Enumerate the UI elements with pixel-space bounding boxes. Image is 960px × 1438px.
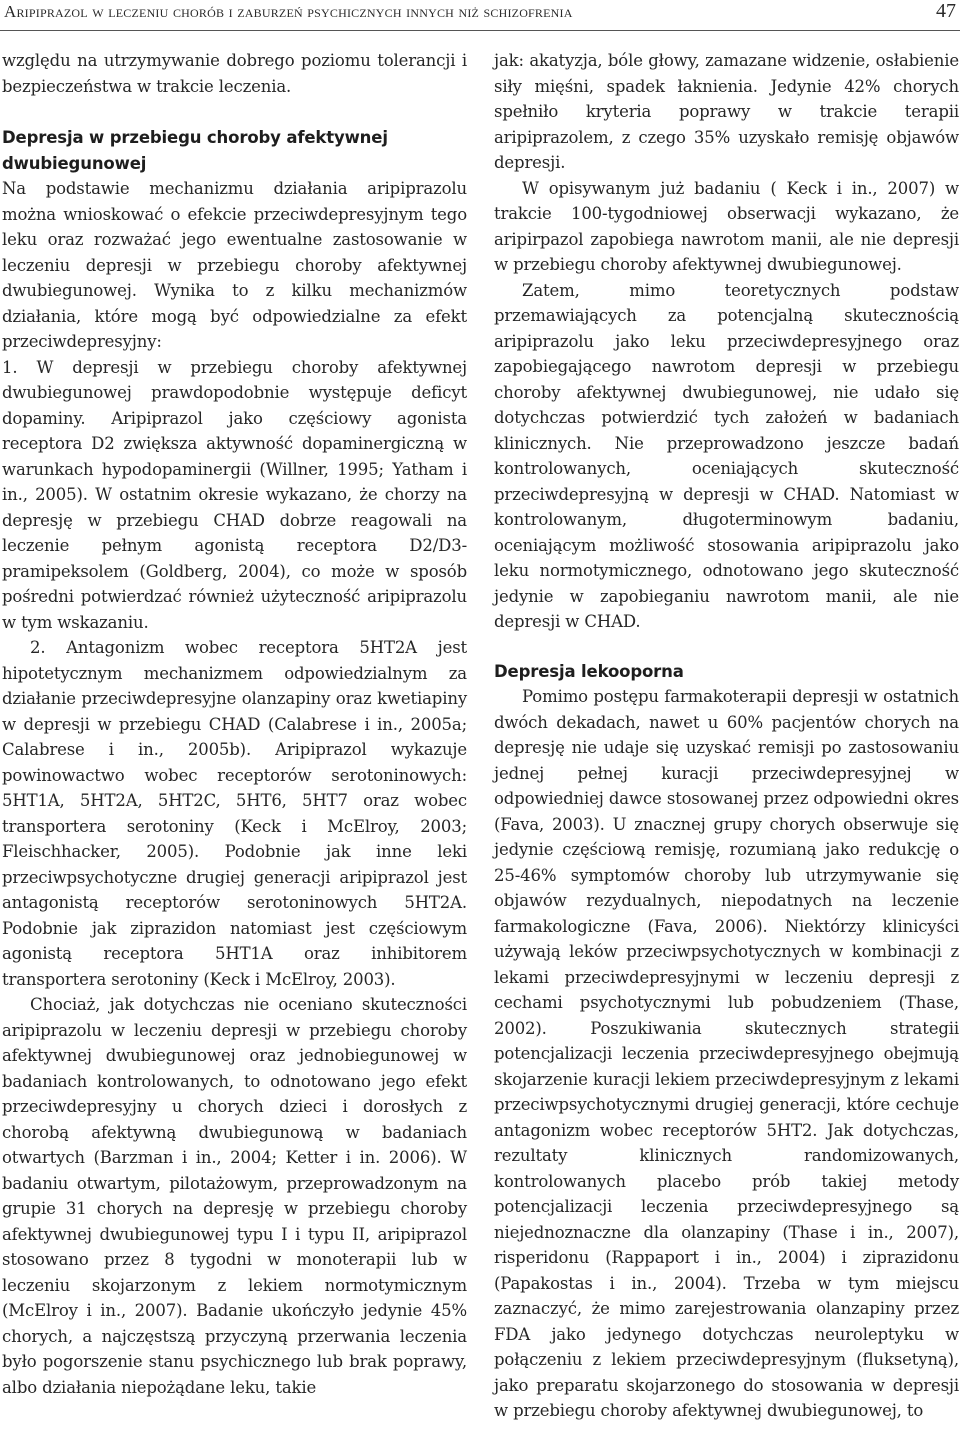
paragraph: Na podstawie mechanizmu działania aripiprazolu można wnioskować o efekcie przeciwdepresyjnym tego leku oraz rozważać jego ewentualne zastosowanie w leczeniu depresji w przebiegu choroby afektywnej dwubiegunowej. Wynika to z kilku mechanizmów działania, które mogą być odpowiedzialne za efekt przeciwdepresyjny:	[2, 179, 467, 351]
paragraph-mechanism-1: 1. W depresji w przebiegu choroby afektywnej dwubiegunowej prawdopodobnie występuje deficyt dopaminy. Aripiprazol jako częściowy agonista receptora D2 zwiększa aktywność dopaminergiczną w warunkach hypodopaminergii (Willner, 1995; Yatham i in., 2005). W ostatnim okresie wykazano, że chorzy na depresję w przebiegu CHAD dobrze reagowali na leczenie pełnym agonistą receptora D2/D3- pramipeksolem (Goldberg, 2004), co może w sposób pośredni potwierdzać również użyteczność aripiprazolu w tym wskazaniu.	[2, 357, 467, 632]
left-column	[2, 48, 467, 1400]
paragraph: W opisywanym już badaniu ( Keck i in., 2007) w trakcie 100-tygodniowej obserwacji wykazano, że aripirpazol zapobiega nawrotom manii, ale nie depresji w przebiegu choroby afektywnej dwubiegunowej.	[494, 178, 959, 274]
running-header-title: Aripiprazol w leczeniu chorób i zaburzeń psychicznych innych niż schizofrenia	[4, 2, 573, 21]
header-rule	[0, 30, 960, 31]
paragraph: Pomimo postępu farmakoterapii depresji w ostatnich dwóch dekadach, nawet u 60% pacjentów chorych na depresję nie udaje się uzyskać remisji po zastosowaniu jednej pełnej kuracji przeciwdepresyjnej w odpowiedniej dawce stosowanej przez odpowiedni okres (Fava, 2003). U znacznej grupy chorych obserwuje się jedynie częściową remisję, rozumianą jako redukcję o 25-46% symptomów choroby lub utrzymywanie się objawów rezydualnych, niepodatnych na leczenie farmakologiczne (Fava, 2006). Niektórzy klinicyści używają leków przeciwpsychotycznych w kombinacji z lekami przeciwdepresyjnymi w leczeniu depresji z cechami psychotycznymi lub pobudzeniem (Thase, 2002). Poszukiwania skutecznych strategii potencjalizacji leczenia przeciwdepresyjnego obejmują skojarzenie kuracji lekiem przeciwdepresyjnym z lekami przeciwpsychotycznymi drugiej generacji, które cechuje antagonizm wobec receptorów 5HT2. Jak dotychczas, rezultaty klinicznych randomizowanych, kontrolowanych placebo prób takiej metody potencjalizacji leczenia przeciwdepresyjnego są niejednoznaczne dla olanzapiny (Thase i in., 2007), risperidonu (Rappaport i in., 2004) i ziprazidonu (Papakostas i in., 2004). Trzeba w tym miejscu zaznaczyć, że mimo zarejestrowania olanzapiny przez FDA jako jedynego dotychczas neuroleptyku w połączeniu z lekiem przeciwdepresyjnym (fluksetyną), jako preparatu skojarzonego do stosowania w depresji w przebiegu choroby afektywnej dwubiegunowej, to	[494, 687, 959, 1420]
section-heading-bipolar-depression: Depresja w przebiegu choroby afektywnej dwubiegunowej	[2, 128, 388, 173]
paragraph-intro: względu na utrzymywanie dobrego poziomu tolerancji i bezpieczeństwa w trakcie leczenia.	[2, 51, 467, 96]
paragraph-mechanism-2: 2. Antagonizm wobec receptora 5HT2A jest hipotetycznym mechanizmem odpowiedzialnym za działanie przeciwdepresyjne olanzapiny oraz kwetiapiny w depresji w przebiegu CHAD (Calabrese i in., 2005a; Calabrese i in., 2005b). Aripiprazol wykazuje powinowactwo wobec receptorów serotoninowych: 5HT1A, 5HT2A, 5HT2C, 5HT6, 5HT7 oraz wobec transportera serotoniny (Keck i McElroy, 2003; Fleischhacker, 2005). Podobnie jak inne leki przeciwpsychotyczne drugiej generacji aripiprazol jest antagonistą receptorów serotoninowych 5HT2A. Podobnie jak ziprazidon natomiast jest częściowym agonistą receptora 5HT1A oraz inhibitorem transportera serotoniny (Keck i McElroy, 2003).	[2, 638, 467, 989]
right-column	[494, 48, 959, 1424]
running-header	[4, 2, 956, 28]
paragraph: Zatem, mimo teoretycznych podstaw przemawiających za potencjalną skutecznością aripiprazolu jako leku przeciwdepresyjnego oraz zapobiegającego nawrotom depresji w przebiegu choroby afektywnej dwubiegunowej, nie udało się dotychczas potwierdzić tych założeń w badaniach klinicznych. Nie przeprowadzono jeszcze badań kontrolowanych, oceniających skuteczność przeciwdepresyjną w depresji w CHAD. Natomiast w kontrolowanym, długoterminowym badaniu, oceniającym możliwość stosowania aripiprazolu jako leku normotymicznego, odnotowano jego skuteczność jedynie w zapobieganiu nawrotom manii, ale nie depresji w CHAD.	[494, 280, 959, 631]
paragraph: Chociaż, jak dotychczas nie oceniano skuteczności aripiprazolu w leczeniu depresji w przebiegu choroby afektywnej dwubiegunowej oraz jednobiegunowej w badaniach kontrolowanych, to odnotowano jego efekt przeciwdepresyjny u chorych dzieci i dorosłych z chorobą afektywną dwubiegunową w badaniach otwartych (Barzman i in., 2004; Ketter i in. 2006). W badaniu otwartym, pilotażowym, przeprowadzonym na grupie 31 chorych na depresję w przebiegu choroby afektywnej dwubiegunowej typu I i typu II, aripiprazol stosowano przez 8 tygodni w monoterapii lub w leczeniu skojarzonym z lekiem normotymicznym (McElroy i in., 2007). Badanie ukończyło jedynie 45% chorych, a najczęstszą przyczyną przerwania leczenia było pogorszenie stanu psychicznego lub brak poprawy, albo działania niepożądane leku, takie	[2, 995, 467, 1397]
section-heading-treatment-resistant-depression: Depresja lekooporna	[494, 661, 684, 681]
paragraph: jak: akatyzja, bóle głowy, zamazane widzenie, osłabienie siły mięśni, spadek łaknienia. Jedynie 42% chorych spełniło kryteria poprawy w trakcie terapii aripiprazolem, z czego 35% uzyskało remisję objawów depresji.	[494, 51, 959, 172]
page-number: 47	[936, 0, 956, 22]
